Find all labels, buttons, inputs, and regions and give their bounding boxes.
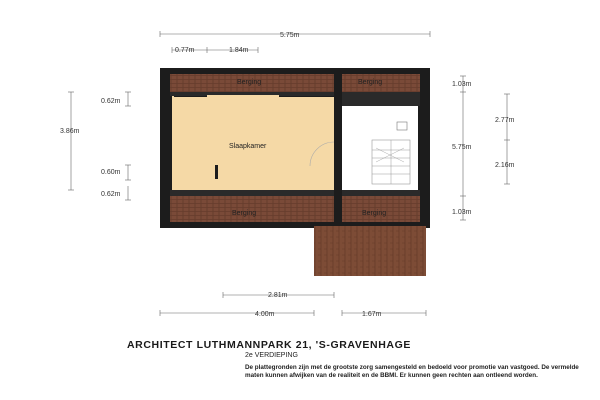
dim-left-mid: 0.60m	[101, 169, 121, 176]
dim-right-top: 1.03m	[452, 81, 472, 88]
label-berging-top-left: Berging	[237, 79, 262, 86]
dim-left-total: 3.86m	[60, 128, 80, 135]
berging-bottom-left-area	[170, 196, 334, 222]
floor-label: 2e VERDIEPING	[245, 352, 298, 359]
dimension-bottom	[160, 292, 426, 316]
balcony-area	[314, 226, 426, 276]
staircase	[372, 140, 410, 184]
dim-far-right-lower: 2.16m	[495, 162, 515, 169]
dim-total-width: 5.75m	[280, 32, 300, 39]
label-berging-top-right: Berging	[358, 79, 383, 86]
fixture-icon	[397, 122, 407, 130]
dim-far-right-upper: 2.77m	[495, 117, 515, 124]
dim-left-bottom: 0.62m	[101, 191, 121, 198]
berging-bottom-right-area	[342, 196, 420, 222]
dim-left-offset: 0.77m	[175, 47, 195, 54]
dim-bottom-inner: 2.81m	[268, 292, 288, 299]
disclaimer-text: De plattegronden zijn met de grootste zorg samengesteld en bedoeld voor promotie van vastgoed. De vermelde maten kunnen afwijken van de realiteit en de BBMI. Er kunnen geen rechten aan ontleend worden.	[245, 364, 579, 380]
page-title: ARCHITECT LUTHMANNPARK 21, 'S-GRAVENHAGE	[127, 339, 411, 351]
dim-right-total: 5.75m	[452, 144, 472, 151]
dim-inner-width: 1.84m	[229, 47, 249, 54]
dim-bottom-right: 1.67m	[362, 311, 382, 318]
dim-left-top: 0.62m	[101, 98, 121, 105]
dim-bottom-total: 4.00m	[255, 311, 275, 318]
dim-right-bottom: 1.03m	[452, 209, 472, 216]
label-slaapkamer: Slaapkamer	[229, 143, 267, 150]
label-berging-bottom-left: Berging	[232, 210, 257, 217]
label-berging-bottom-right: Berging	[362, 210, 387, 217]
dimension-left	[68, 92, 131, 200]
